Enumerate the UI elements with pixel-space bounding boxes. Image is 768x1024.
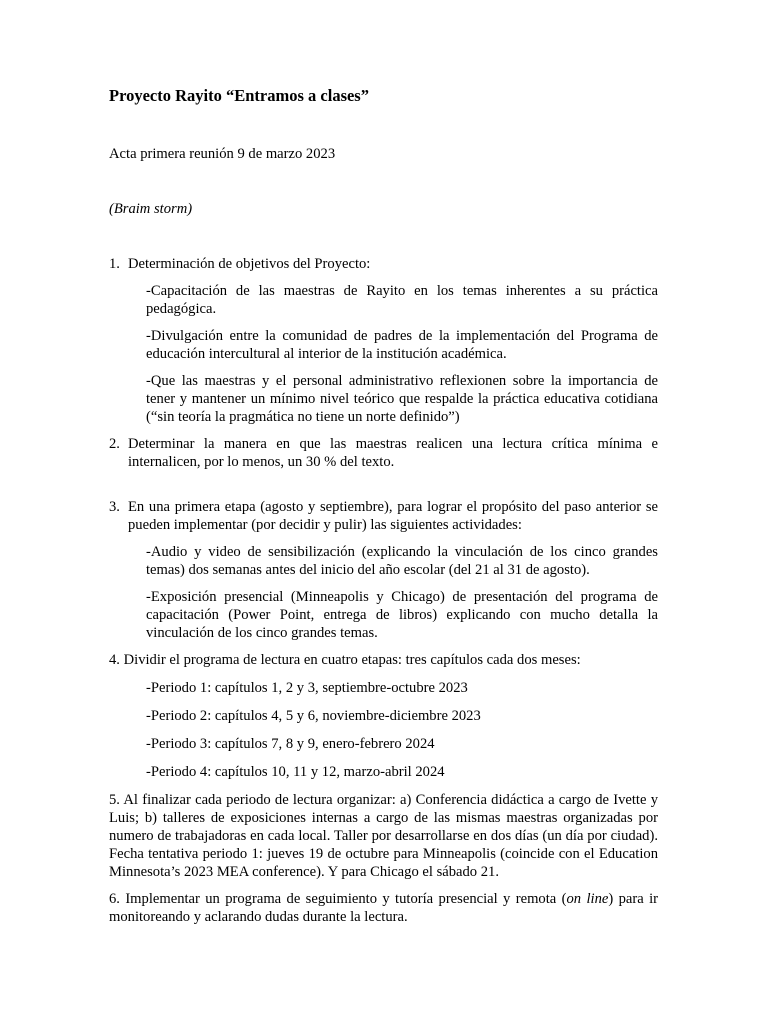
period-line: -Periodo 1: capítulos 1, 2 y 3, septiembre-octubre 2023 [146, 680, 468, 696]
list-item-6 [109, 890, 658, 926]
list-item-2 [109, 435, 658, 471]
activity-paragraph: -Audio y video de sensibilización (explicando la vinculación de los cinco grandes temas) dos semanas antes del inicio del año escolar (del 21 al 31 de agosto). [146, 544, 658, 578]
list-item-text: Determinar la manera en que las maestras realicen una lectura crítica mínima e internalicen, por lo menos, un 30 % del texto. [128, 436, 658, 470]
list-item-text: 6. Implementar un programa de seguimiento y tutoría presencial y remota ( [109, 891, 567, 907]
list-item-1 [109, 255, 658, 273]
list-item-text: En una primera etapa (agosto y septiembre), para lograr el propósito del paso anterior se pueden implementar (por decidir y pulir) las siguientes actividades: [128, 499, 658, 533]
period-line: -Periodo 4: capítulos 10, 11 y 12, marzo-abril 2024 [146, 764, 445, 780]
activity-paragraph: -Exposición presencial (Minneapolis y Chicago) de presentación del programa de capacitación (Power Point, entrega de libros) explicando con mucho detalla la vinculación de los cinco grandes temas. [146, 589, 658, 641]
list-number: 2. [109, 436, 120, 452]
list-item-text: ) para ir monitoreando y aclarando dudas durante la lectura. [109, 891, 658, 925]
meeting-minutes-date: Acta primera reunión 9 de marzo 2023 [109, 146, 336, 162]
objective-paragraph: -Que las maestras y el personal administrativo reflexionen sobre la importancia de tener y mantener un mínimo nivel teórico que respalde la práctica educativa cotidiana (“sin teoría la pragmática no tiene un norte definido”) [146, 373, 658, 425]
objective-paragraph: -Capacitación de las maestras de Rayito en los temas inherentes a su práctica pedagógica. [146, 283, 658, 317]
document-body [109, 255, 658, 926]
list-item-3 [109, 498, 658, 534]
brainstorm-note: (Braim storm) [109, 201, 193, 217]
document-title: Proyecto Rayito “Entramos a clases” [109, 86, 369, 105]
italic-term: on line [566, 891, 609, 907]
objective-paragraph: -Divulgación entre la comunidad de padres de la implementación del Programa de educación intercultural al interior de la institución académica. [146, 328, 658, 362]
list-number: 3. [109, 499, 120, 515]
list-number: 1. [109, 256, 120, 272]
list-item-4: 4. Dividir el programa de lectura en cuatro etapas: tres capítulos cada dos meses: [109, 652, 581, 668]
list-item-5: 5. Al finalizar cada periodo de lectura organizar: a) Conferencia didáctica a cargo de Ivette y Luis; b) talleres de exposiciones internas a cargo de las mismas maestras organizadas por numero de trabajadoras en cada local. Taller por desarrollarse en dos días (un día por ciudad). Fecha tentativa periodo 1: jueves 19 de octubre para Minneapolis (coincide con el Education Minnesota’s 2023 MEA conference). Y para Chicago el sábado 21. [109, 792, 658, 880]
period-line: -Periodo 3: capítulos 7, 8 y 9, enero-febrero 2024 [146, 736, 435, 752]
list-item-text: Determinación de objetivos del Proyecto: [128, 256, 371, 272]
period-line: -Periodo 2: capítulos 4, 5 y 6, noviembre-diciembre 2023 [146, 708, 481, 724]
